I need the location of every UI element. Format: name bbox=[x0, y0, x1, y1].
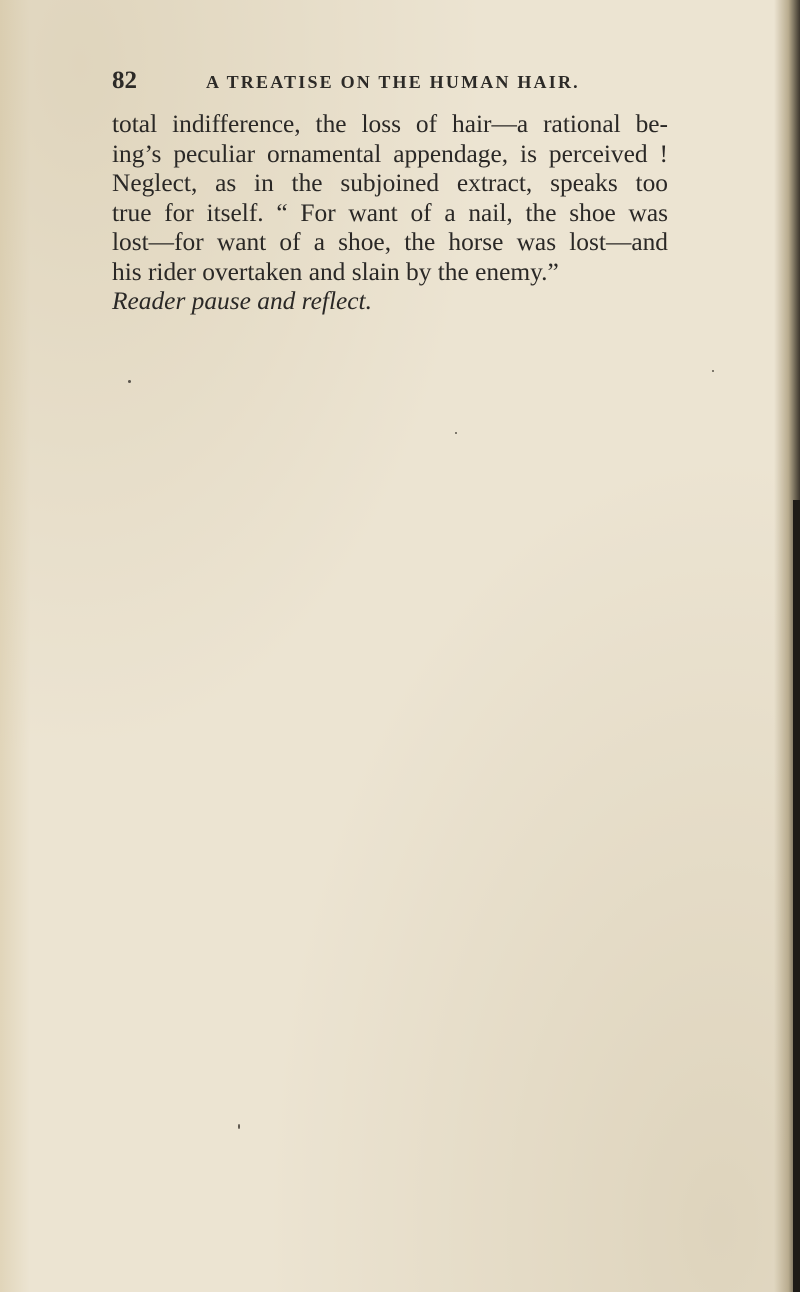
text-line: Neglect, as in the subjoined extract, speaks too bbox=[112, 169, 668, 197]
paper-speck bbox=[455, 432, 457, 434]
paper-speck bbox=[712, 370, 714, 372]
closing-line: Reader pause and reflect. bbox=[112, 287, 372, 315]
running-head bbox=[112, 66, 672, 96]
text-line: lost—for want of a shoe, the horse was lost—and bbox=[112, 228, 668, 256]
paper-speck bbox=[128, 380, 131, 383]
text-line: his rider overtaken and slain by the enemy.” bbox=[112, 257, 559, 286]
text-line: ing’s peculiar ornamental appendage, is perceived ! bbox=[112, 139, 668, 168]
page-number: 82 bbox=[112, 67, 137, 94]
text-line: true for itself. “ For want of a nail, the shoe was bbox=[112, 198, 668, 227]
body-paragraph bbox=[112, 110, 668, 317]
paper-speck bbox=[238, 1124, 240, 1129]
text-line: total indifference, the loss of hair—a rational be- bbox=[112, 110, 668, 138]
running-head-title: A TREATISE ON THE HUMAN HAIR. bbox=[206, 72, 580, 92]
page-binding-edge bbox=[793, 500, 800, 1292]
